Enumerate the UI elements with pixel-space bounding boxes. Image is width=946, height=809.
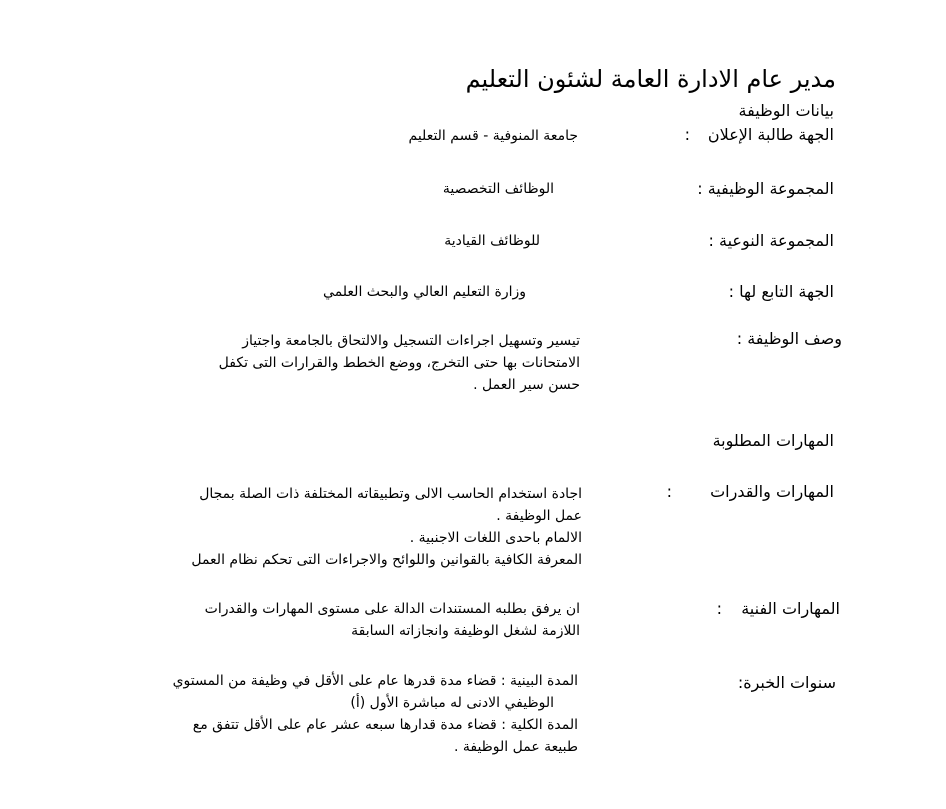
- required-skills-heading: المهارات المطلوبة: [712, 431, 834, 450]
- type-group-label: المجموعة النوعية :: [708, 231, 834, 250]
- experience-line: المدة البينية : قضاء مدة قدرها عام على الأقل في وظيفة من المستوي: [172, 673, 578, 689]
- description-line: تيسير وتسهيل اجراءات التسجيل والالتحاق بالجامعة واجتياز: [242, 333, 580, 349]
- skills-line: اجادة استخدام الحاسب الالى وتطبيقاته المختلفة ذات الصلة بمجال: [199, 486, 582, 502]
- experience-line: طبيعة عمل الوظيفة .: [453, 739, 578, 755]
- affiliation-label: الجهة التابع لها :: [728, 282, 834, 301]
- skills-line: الالمام باحدى اللغات الاجنبية .: [409, 530, 582, 546]
- technical-skills-line: اللازمة لشغل الوظيفة وانجازاته السابقة: [351, 623, 580, 639]
- technical-skills-line: ان يرفق بطلبه المستندات الدالة على مستوى المهارات والقدرات: [204, 601, 580, 617]
- description-line: الامتحانات بها حتى التخرج، ووضع الخطط والقرارات التى تكفل: [218, 355, 580, 371]
- announcer-label: الجهة طالبة الإعلان: [707, 125, 834, 144]
- experience-line: المدة الكلية : قضاء مدة قدارها سبعه عشر عام على الأقل تتفق مع: [192, 717, 578, 733]
- technical-skills-value: [205, 598, 580, 642]
- section-subtitle: بيانات الوظيفة: [738, 101, 834, 120]
- skills-line: عمل الوظيفة .: [496, 508, 582, 524]
- page-title: مدير عام الادارة العامة لشئون التعليم: [465, 65, 836, 93]
- technical-skills-colon: :: [716, 599, 722, 618]
- description-label: وصف الوظيفة :: [736, 329, 842, 348]
- job-group-label: المجموعة الوظيفية :: [697, 179, 834, 198]
- announcer-colon: :: [684, 125, 690, 144]
- announcer-value: جامعة المنوفية - قسم التعليم: [408, 128, 578, 144]
- experience-label: سنوات الخبرة:: [737, 673, 836, 692]
- skills-label: المهارات والقدرات: [710, 482, 834, 501]
- skills-line: المعرفة الكافية بالقوانين واللوائح والاجراءات التى تحكم نظام العمل: [191, 552, 582, 568]
- description-line: حسن سير العمل .: [473, 377, 580, 393]
- description-value: [219, 330, 580, 396]
- job-group-value: الوظائف التخصصية: [442, 181, 554, 197]
- affiliation-value: وزارة التعليم العالي والبحث العلمي: [323, 284, 526, 300]
- experience-value: [173, 670, 578, 758]
- skills-colon: :: [666, 482, 672, 501]
- skills-value: [191, 483, 582, 571]
- type-group-value: للوظائف القيادية: [444, 233, 540, 249]
- technical-skills-label: المهارات الفنية: [741, 599, 840, 618]
- experience-line: الوظيفي الادنى له مباشرة الأول (أ): [350, 695, 554, 711]
